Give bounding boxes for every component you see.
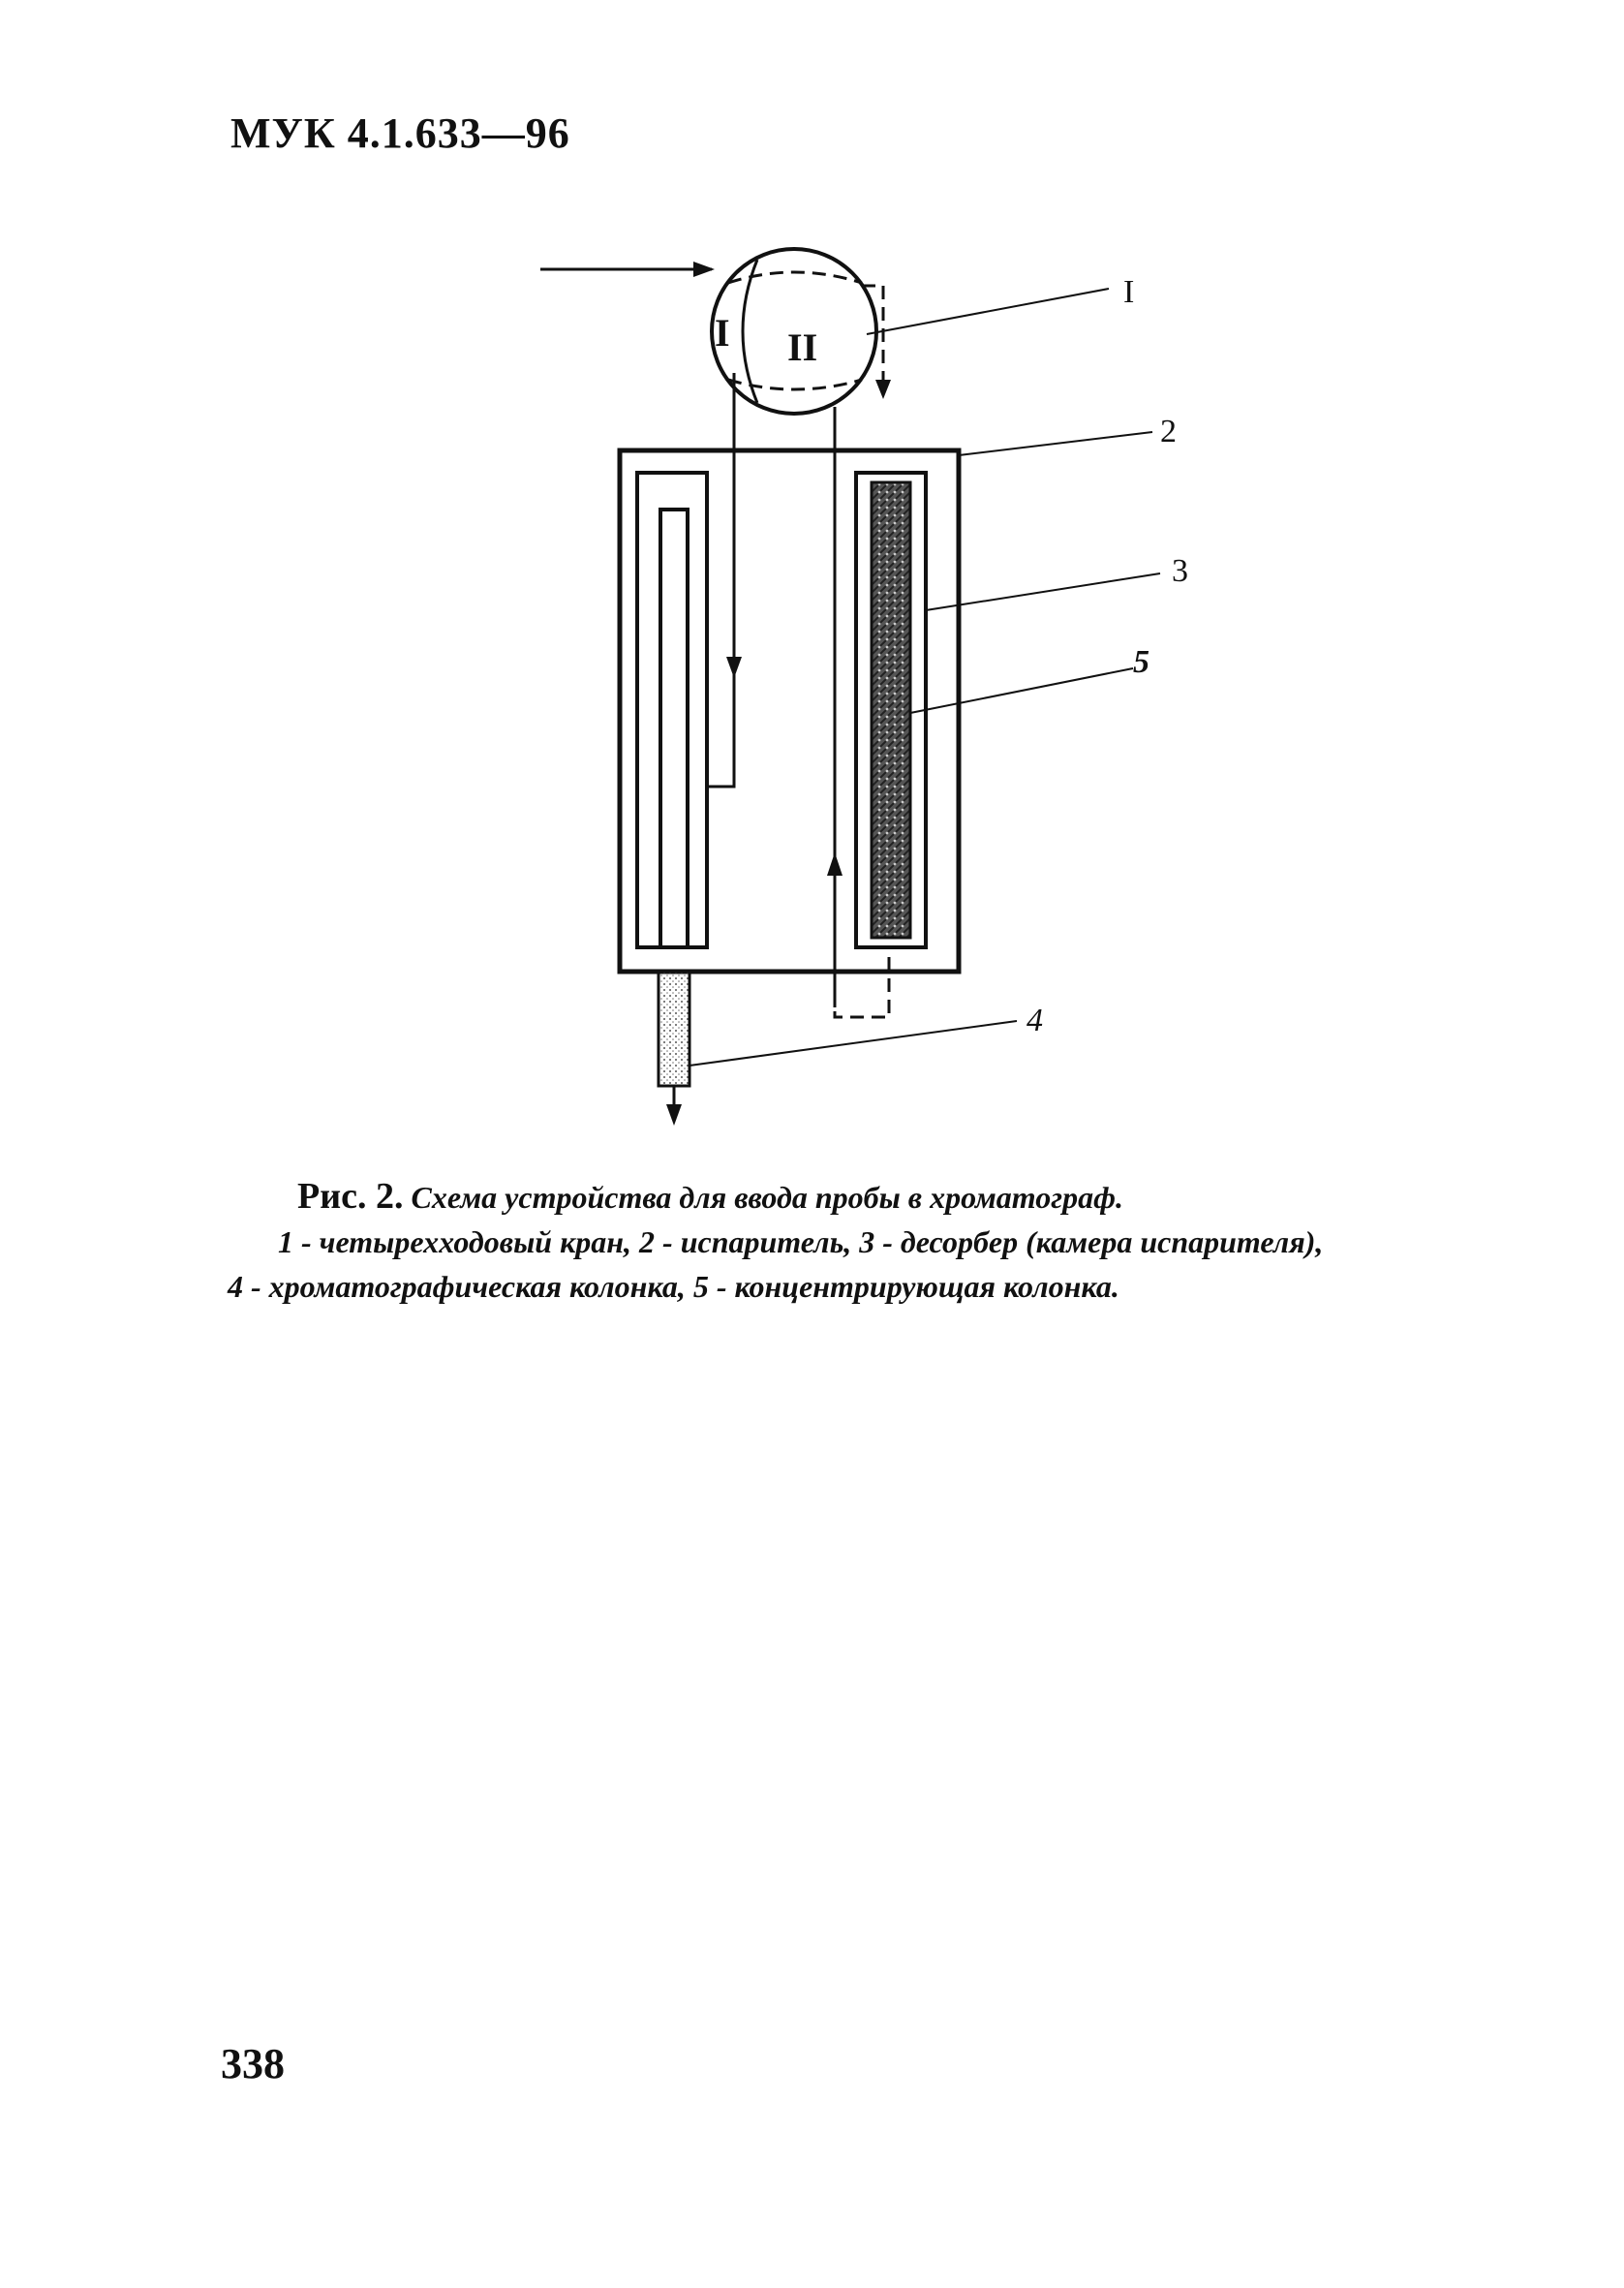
document-code: МУК 4.1.633—96 [230, 109, 570, 157]
page-number: 338 [221, 2040, 285, 2087]
figure-title: Схема устройства для ввода пробы в хроматограф. [411, 1180, 1123, 1215]
figure-caption [228, 1174, 1516, 1309]
caption-title-line [228, 1174, 1516, 1220]
valve-channel-bottom [728, 380, 862, 389]
leader-line-1 [867, 289, 1109, 334]
column-outlet [659, 972, 689, 1086]
valve-channel-left [743, 260, 757, 403]
leader-line-2 [959, 432, 1152, 455]
label-3: 3 [1172, 553, 1188, 589]
column-tube-outer [637, 473, 707, 947]
solid-flow-line [707, 373, 734, 787]
concentrating-column [872, 482, 910, 938]
valve-channel-top [728, 272, 862, 283]
leader-line-5 [910, 668, 1133, 713]
label-4: 4 [1026, 1003, 1043, 1038]
dashed-bottom-loop [835, 947, 889, 1017]
inlet-arrow-icon [693, 262, 715, 277]
solid-flow-arrow-icon [726, 657, 742, 678]
legend-line-2: 4 - хроматографическая колонка, 5 - концентрирующая колонка. [228, 1269, 1119, 1304]
label-5: 5 [1133, 644, 1149, 680]
dashed-flow-arrow-icon [875, 380, 891, 399]
label-1: I [1123, 274, 1135, 310]
outlet-arrow-icon [666, 1104, 682, 1126]
legend-line-1: 1 - четырехходовый кран, 2 - испаритель, 3 - десорбер (камера испарителя), [278, 1224, 1324, 1259]
valve-position-ii: II [787, 325, 818, 369]
return-arrow-icon [827, 852, 843, 876]
column-tube-inner [660, 510, 688, 947]
valve-position-i: I [715, 311, 730, 355]
figure-label: Рис. 2. [297, 1176, 404, 1217]
label-2: 2 [1160, 414, 1177, 449]
leader-line-4 [689, 1021, 1017, 1066]
